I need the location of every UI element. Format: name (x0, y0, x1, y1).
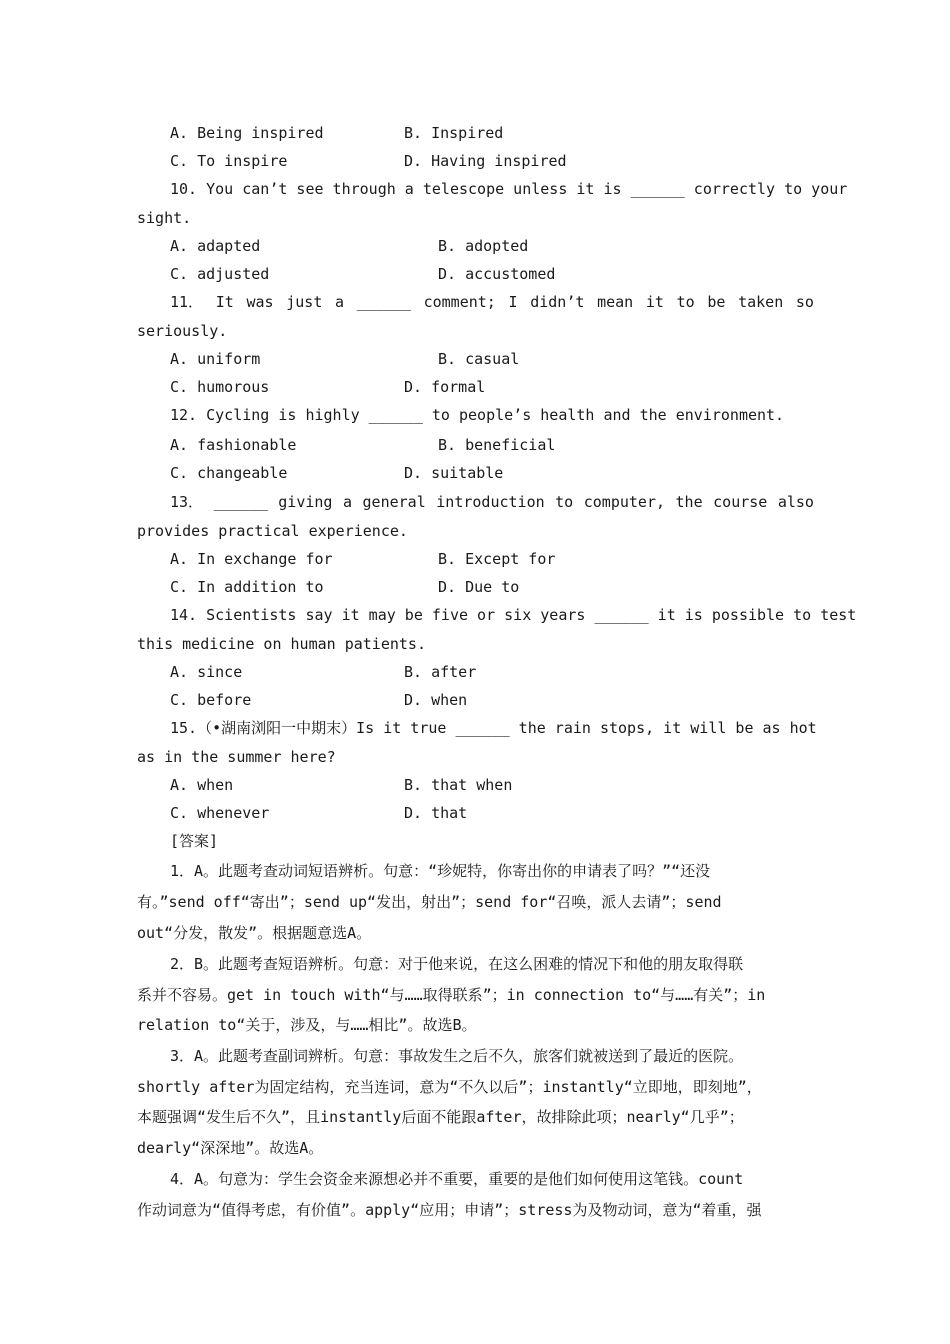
answer-3-line: dearly“深深地”。故选A。 (137, 1139, 324, 1157)
q11-word: a (335, 293, 345, 311)
q10-stem-line1: 10. You can’t see through a telescope unless it is ______ correctly to your (170, 180, 848, 198)
q10-option-c: C. adjusted (170, 265, 270, 283)
q13-word: computer, (583, 493, 666, 511)
answer-1-line: 1．A。此题考查动词短语辨析。句意：“珍妮特，你寄出你的申请表了吗？”“还没 (170, 862, 711, 880)
q13-word: introduction (436, 493, 545, 511)
q9-option-a: A. Being inspired (170, 124, 324, 142)
q13-blank: ______ (213, 493, 268, 511)
q13-word: also (777, 493, 814, 511)
q15-option-d: D. that (404, 804, 468, 822)
q11-stem-line1 (170, 292, 814, 312)
q14-stem-line1: 14. Scientists say it may be five or six years ______ it is possible to test (170, 606, 857, 624)
q12-option-d: D. suitable (404, 464, 504, 482)
q13-stem-line2: provides practical experience. (137, 522, 408, 540)
q13-word: the (675, 493, 703, 511)
q11-option-a: A. uniform (170, 350, 261, 368)
q11-word: to (676, 293, 695, 311)
answer-3-line: 本题强调“发生后不久”，且instantly后面不能跟after，故排除此项；nearly“几乎”； (137, 1108, 744, 1126)
answer-2-line: 系并不容易。get in touch with“与……取得联系”；in connection to“与……有关”；in (137, 986, 766, 1004)
q11-word: 11． (170, 293, 204, 311)
q13-option-d: D. Due to (438, 578, 520, 596)
q13-option-a: A. In exchange for (170, 550, 333, 568)
q13-option-b: B. Except for (438, 550, 556, 568)
q13-word: a (342, 493, 353, 511)
q10-stem-line2: sight. (137, 209, 192, 227)
q11-word: didn’t (530, 293, 585, 311)
q13-word: giving (278, 493, 333, 511)
q13-word: 13． (170, 493, 204, 511)
q13-stem-line1 (170, 492, 814, 512)
q13-word: to (555, 493, 574, 511)
q11-word: it (645, 293, 664, 311)
q12-option-a: A. fashionable (170, 436, 297, 454)
q12-stem-line1: 12. Cycling is highly ______ to people’s health and the environment. (170, 406, 785, 424)
q14-option-a: A. since (170, 663, 243, 681)
q11-word: be (707, 293, 726, 311)
answer-2-line: 2．B。此题考查短语辨析。句意：对于他来说，在这么困难的情况下和他的朋友取得联 (170, 955, 744, 973)
q11-word: just (286, 293, 323, 311)
q15-option-a: A. when (170, 776, 234, 794)
q15-option-b: B. that when (404, 776, 513, 794)
q15-stem-line2: as in the summer here? (137, 748, 336, 766)
answer-3-line: shortly after为固定结构，充当连词，意为“不久以后”；instantly“立即地，即刻地”， (137, 1078, 762, 1096)
q15-stem-line1: 15.（•湖南浏阳一中期末）Is it true ______ the rain stops, it will be as hot (170, 719, 817, 737)
q9-option-c: C. To inspire (170, 152, 288, 170)
q14-option-d: D. when (404, 691, 468, 709)
q11-word: I (508, 293, 518, 311)
q11-word: It (215, 293, 234, 311)
q11-option-d: D. formal (404, 378, 486, 396)
q11-word: mean (597, 293, 634, 311)
q15-option-c: C. whenever (170, 804, 270, 822)
q11-blank: ______ (356, 293, 411, 311)
q11-word: so (795, 293, 814, 311)
q14-option-c: C. before (170, 691, 252, 709)
q11-stem-line2: seriously. (137, 322, 228, 340)
q12-option-c: C. changeable (170, 464, 288, 482)
answer-4-line: 作动词意为“值得考虑，有价值”。apply“应用；申请”；stress为及物动词，意为“着重，强 (137, 1201, 762, 1219)
answer-1-line: out“分发，散发”。根据题意选A。 (137, 924, 372, 942)
answer-1-line: 有。”send off“寄出”；send up“发出，射出”；send for“召唤，派人去请”；send (137, 893, 722, 911)
q11-option-c: C. humorous (170, 378, 270, 396)
q11-word: comment; (423, 293, 496, 311)
answer-4-line: 4．A。句意为：学生会资金来源想必并不重要，重要的是他们如何使用这笔钱。count (170, 1170, 744, 1188)
q10-option-a: A. adapted (170, 237, 261, 255)
q10-option-d: D. accustomed (438, 265, 556, 283)
q14-stem-line2: this medicine on human patients. (137, 635, 426, 653)
q9-option-b: B. Inspired (404, 124, 504, 142)
q13-word: course (713, 493, 768, 511)
q13-option-c: C. In addition to (170, 578, 324, 596)
q11-word: taken (738, 293, 784, 311)
q14-option-b: B. after (404, 663, 477, 681)
q11-word: was (246, 293, 274, 311)
q10-option-b: B. adopted (438, 237, 529, 255)
q9-option-d: D. Having inspired (404, 152, 567, 170)
q11-option-b: B. casual (438, 350, 520, 368)
answer-3-line: 3．A。此题考查副词辨析。句意：事故发生之后不久，旅客们就被送到了最近的医院。 (170, 1047, 744, 1065)
answer-2-line: relation to“关于，涉及，与……相比”。故选B。 (137, 1016, 477, 1034)
q12-option-b: B. beneficial (438, 436, 556, 454)
answers-heading: [答案] (170, 832, 219, 850)
q13-word: general (362, 493, 426, 511)
